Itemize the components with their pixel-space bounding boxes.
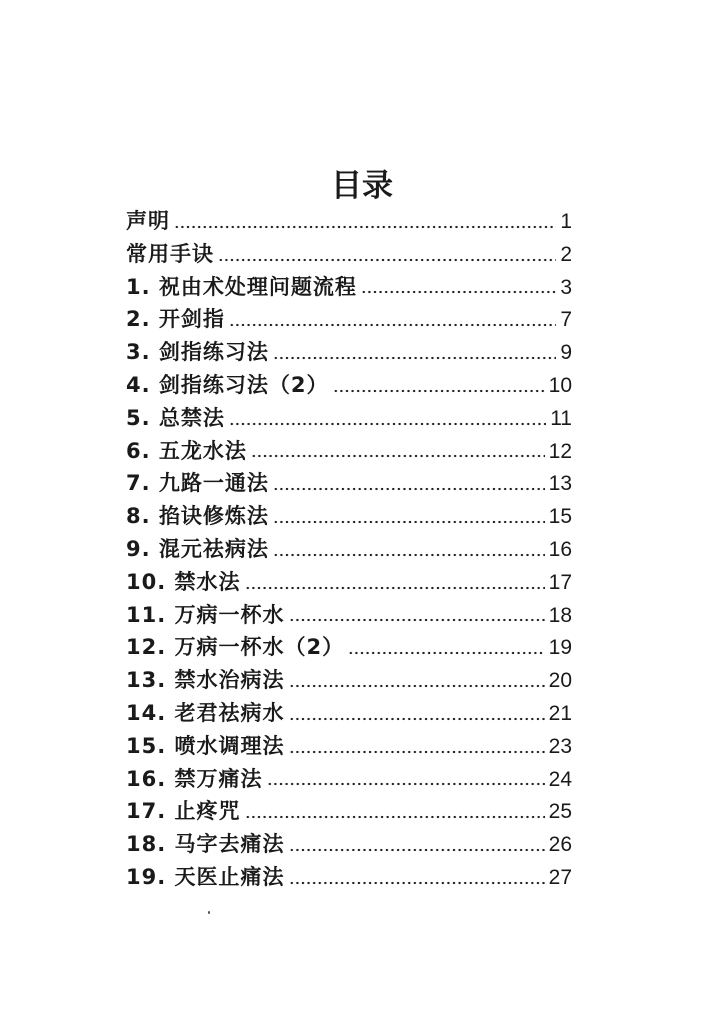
toc-entry-page-number: 7 <box>560 308 572 332</box>
dot-leader <box>289 717 545 721</box>
toc-entry <box>126 303 572 336</box>
toc-entry <box>126 566 572 599</box>
dot-leader <box>333 389 545 393</box>
toc-entry <box>126 631 572 664</box>
toc-entry-page-number: 13 <box>548 472 572 496</box>
dot-leader <box>229 323 556 327</box>
toc-entry-label: 4. 剑指练习法（2） <box>126 372 329 397</box>
dot-leader <box>218 258 556 262</box>
toc-entry <box>126 238 572 271</box>
toc-entry-label: 19. 天医止痛法 <box>126 864 285 889</box>
dot-leader <box>289 618 545 622</box>
toc-entry-page-number: 17 <box>548 570 572 594</box>
toc-entry <box>126 205 572 238</box>
dot-leader <box>289 684 545 688</box>
toc-entry-label: 10. 禁水法 <box>126 569 241 594</box>
toc-entry-label: 18. 马字去痛法 <box>126 832 285 857</box>
toc-entry-label: 5. 总禁法 <box>126 405 225 430</box>
toc-entry-label: 15. 喷水调理法 <box>126 733 285 758</box>
dot-leader <box>174 225 556 229</box>
toc-entry-page-number: 2 <box>560 242 572 266</box>
dot-leader <box>348 651 545 655</box>
toc-entry-label: 16. 禁万痛法 <box>126 766 263 791</box>
toc-entry <box>126 533 572 566</box>
toc-entry-label: 12. 万病一杯水（2） <box>126 635 345 660</box>
dot-leader <box>229 422 546 426</box>
toc-entry-page-number: 18 <box>548 603 572 627</box>
toc-entry-page-number: 23 <box>548 734 572 758</box>
toc-entry-label: 14. 老君祛病水 <box>126 700 285 725</box>
toc-entry <box>126 336 572 369</box>
toc-entry-page-number: 25 <box>548 800 572 824</box>
toc-entry-page-number: 20 <box>548 669 572 693</box>
toc-entry-label: 17. 止疼咒 <box>126 799 241 824</box>
toc-entry <box>126 828 572 861</box>
toc-entry-label: 1. 祝由术处理问题流程 <box>126 274 357 299</box>
dot-leader <box>361 290 556 294</box>
dot-leader <box>245 586 545 590</box>
dot-leader <box>289 750 545 754</box>
toc-entry <box>126 697 572 730</box>
toc-entry-label: 13. 禁水治病法 <box>126 668 285 693</box>
scan-speck <box>208 911 210 914</box>
toc-entry-page-number: 10 <box>548 373 572 397</box>
dot-leader <box>245 815 545 819</box>
dot-leader <box>273 487 545 491</box>
dot-leader <box>251 454 545 458</box>
toc-entry-page-number: 21 <box>548 701 572 725</box>
toc-entry-page-number: 15 <box>548 505 572 529</box>
toc-entry <box>126 861 572 894</box>
toc-entry <box>126 435 572 468</box>
toc-entry-label: 常用手诀 <box>126 241 214 266</box>
toc-entry-page-number: 1 <box>560 210 572 233</box>
toc-entry <box>126 599 572 632</box>
toc-entry <box>126 271 572 304</box>
toc-entry-label: 3. 剑指练习法 <box>126 340 269 365</box>
dot-leader <box>273 356 556 360</box>
toc-entry <box>126 664 572 697</box>
toc-entry-label: 声明 <box>126 209 170 233</box>
dot-leader <box>273 553 545 557</box>
toc-entry-label: 8. 掐诀修炼法 <box>126 504 269 529</box>
toc-entry <box>126 730 572 763</box>
toc-entry-page-number: 11 <box>550 406 572 430</box>
toc-entry-page-number: 24 <box>548 767 572 791</box>
dot-leader <box>289 848 545 852</box>
toc-entry <box>126 500 572 533</box>
toc-entry-page-number: 26 <box>548 833 572 857</box>
toc-entry-page-number: 9 <box>560 341 572 365</box>
toc-title: 目录 <box>331 168 393 204</box>
toc-entry-page-number: 27 <box>548 865 572 889</box>
toc-entry-label: 2. 开剑指 <box>126 307 225 332</box>
toc-entry-label: 11. 万病一杯水 <box>126 602 285 627</box>
toc-entry <box>126 763 572 796</box>
dot-leader <box>267 782 545 786</box>
dot-leader <box>289 881 545 885</box>
toc-entry-page-number: 12 <box>548 439 572 463</box>
toc-entry <box>126 467 572 500</box>
toc-entry-label: 7. 九路一通法 <box>126 471 269 496</box>
table-of-contents <box>126 205 572 894</box>
toc-entry-label: 6. 五龙水法 <box>126 438 247 463</box>
dot-leader <box>273 520 545 524</box>
toc-entry <box>126 795 572 828</box>
toc-entry-page-number: 3 <box>560 275 572 299</box>
toc-entry-page-number: 19 <box>548 636 572 660</box>
toc-entry-label: 9. 混元祛病法 <box>126 536 269 561</box>
toc-entry <box>126 369 572 402</box>
toc-entry-page-number: 16 <box>548 537 572 561</box>
toc-entry <box>126 402 572 435</box>
